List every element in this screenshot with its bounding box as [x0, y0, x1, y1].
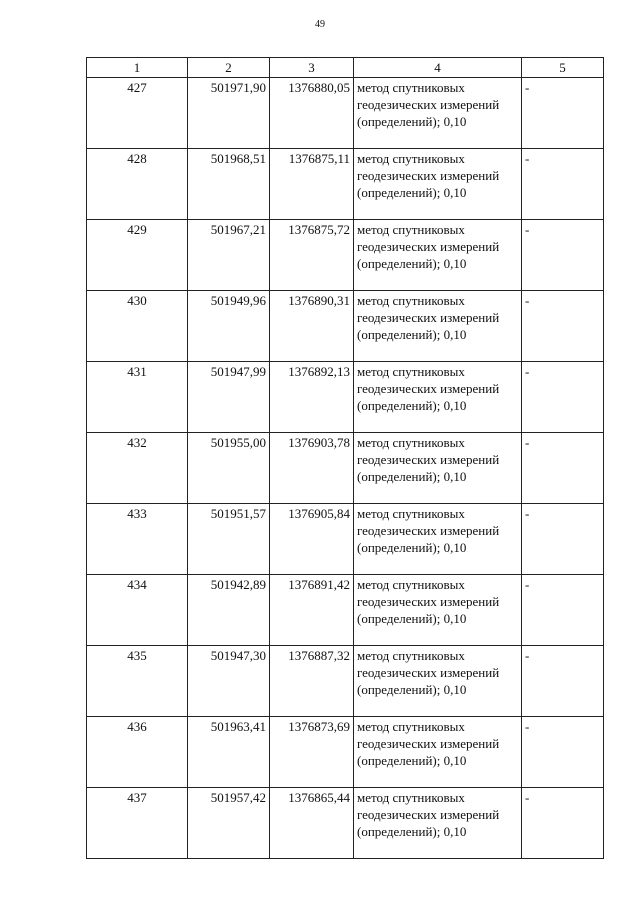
y-coordinate-cell: 1376890,31: [270, 291, 354, 362]
note-cell: -: [522, 362, 604, 433]
x-coordinate-cell: 501942,89: [188, 575, 270, 646]
table-row: [87, 504, 604, 575]
y-coordinate-cell: 1376887,32: [270, 646, 354, 717]
method-cell: метод спутниковых геодезических измерений (определений); 0,10: [354, 433, 522, 504]
point-number-cell: 430: [87, 291, 188, 362]
y-coordinate-cell: 1376891,42: [270, 575, 354, 646]
column-header: 2: [188, 58, 270, 78]
table-row: [87, 149, 604, 220]
x-coordinate-cell: 501955,00: [188, 433, 270, 504]
column-header: 1: [87, 58, 188, 78]
table-row: [87, 291, 604, 362]
method-cell: метод спутниковых геодезических измерений (определений); 0,10: [354, 717, 522, 788]
y-coordinate-cell: 1376892,13: [270, 362, 354, 433]
table-row: [87, 78, 604, 149]
x-coordinate-cell: 501968,51: [188, 149, 270, 220]
point-number-cell: 433: [87, 504, 188, 575]
note-cell: -: [522, 291, 604, 362]
table-row: [87, 433, 604, 504]
x-coordinate-cell: 501967,21: [188, 220, 270, 291]
method-cell: метод спутниковых геодезических измерений (определений); 0,10: [354, 291, 522, 362]
point-number-cell: 431: [87, 362, 188, 433]
column-header: 5: [522, 58, 604, 78]
x-coordinate-cell: 501963,41: [188, 717, 270, 788]
table-row: [87, 788, 604, 859]
method-cell: метод спутниковых геодезических измерений (определений); 0,10: [354, 788, 522, 859]
table-row: [87, 575, 604, 646]
note-cell: -: [522, 433, 604, 504]
table-header-row: [87, 58, 604, 78]
y-coordinate-cell: 1376865,44: [270, 788, 354, 859]
method-cell: метод спутниковых геодезических измерений (определений); 0,10: [354, 220, 522, 291]
x-coordinate-cell: 501951,57: [188, 504, 270, 575]
point-number-cell: 437: [87, 788, 188, 859]
method-cell: метод спутниковых геодезических измерений (определений); 0,10: [354, 362, 522, 433]
note-cell: -: [522, 575, 604, 646]
method-cell: метод спутниковых геодезических измерений (определений); 0,10: [354, 149, 522, 220]
note-cell: -: [522, 504, 604, 575]
column-header: 3: [270, 58, 354, 78]
method-cell: метод спутниковых геодезических измерений (определений); 0,10: [354, 504, 522, 575]
point-number-cell: 432: [87, 433, 188, 504]
y-coordinate-cell: 1376873,69: [270, 717, 354, 788]
table-row: [87, 220, 604, 291]
note-cell: -: [522, 788, 604, 859]
table-body: [87, 78, 604, 859]
y-coordinate-cell: 1376903,78: [270, 433, 354, 504]
y-coordinate-cell: 1376875,11: [270, 149, 354, 220]
y-coordinate-cell: 1376875,72: [270, 220, 354, 291]
point-number-cell: 434: [87, 575, 188, 646]
point-number-cell: 435: [87, 646, 188, 717]
x-coordinate-cell: 501957,42: [188, 788, 270, 859]
y-coordinate-cell: 1376880,05: [270, 78, 354, 149]
point-number-cell: 436: [87, 717, 188, 788]
coordinates-table: [86, 57, 604, 859]
note-cell: -: [522, 220, 604, 291]
table-row: [87, 717, 604, 788]
page-number: 49: [315, 19, 325, 30]
x-coordinate-cell: 501947,99: [188, 362, 270, 433]
y-coordinate-cell: 1376905,84: [270, 504, 354, 575]
point-number-cell: 429: [87, 220, 188, 291]
method-cell: метод спутниковых геодезических измерений (определений); 0,10: [354, 575, 522, 646]
note-cell: -: [522, 717, 604, 788]
note-cell: -: [522, 78, 604, 149]
note-cell: -: [522, 646, 604, 717]
x-coordinate-cell: 501949,96: [188, 291, 270, 362]
method-cell: метод спутниковых геодезических измерений (определений); 0,10: [354, 646, 522, 717]
method-cell: метод спутниковых геодезических измерений (определений); 0,10: [354, 78, 522, 149]
column-header: 4: [354, 58, 522, 78]
table-row: [87, 362, 604, 433]
x-coordinate-cell: 501971,90: [188, 78, 270, 149]
point-number-cell: 428: [87, 149, 188, 220]
x-coordinate-cell: 501947,30: [188, 646, 270, 717]
point-number-cell: 427: [87, 78, 188, 149]
table-row: [87, 646, 604, 717]
note-cell: -: [522, 149, 604, 220]
